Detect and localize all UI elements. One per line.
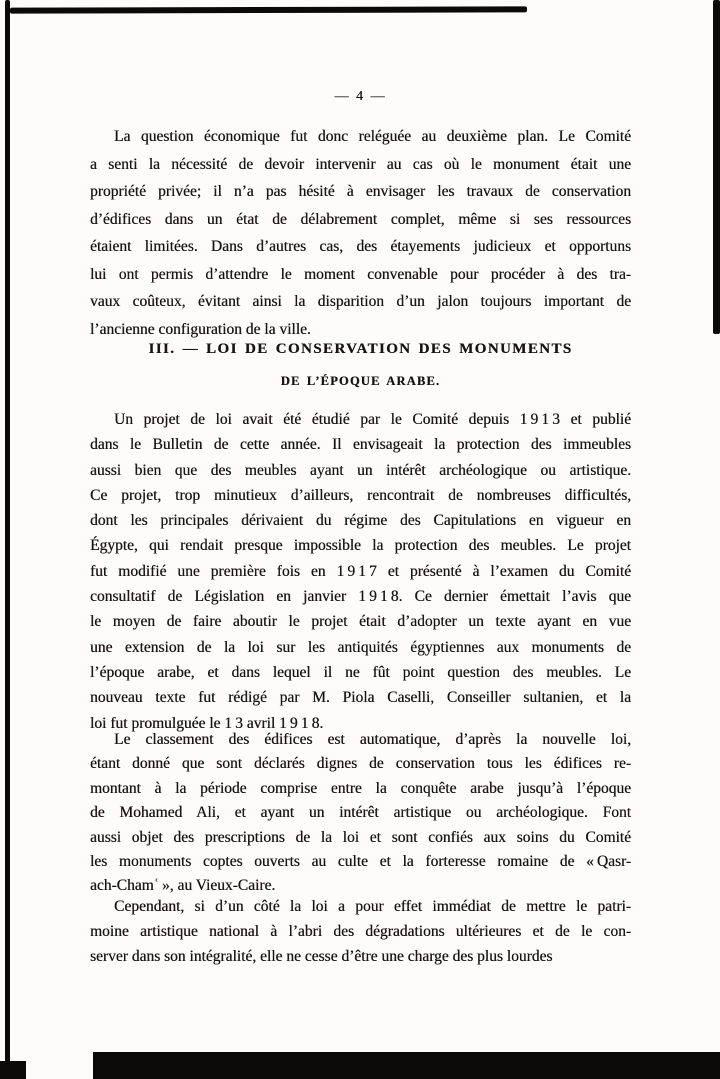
text-line: l’époque arabe, et dans lequel il ne fût point question des meubles. Le (90, 663, 631, 681)
text-line: Cependant, si d’un côté la loi a pour effet immédiat de mettre le patri- (114, 898, 631, 915)
text-line: vaux coûteux, évitant ainsi la disparition d’un jalon toujours important de (90, 293, 631, 310)
text-line: Le classement des édifices est automatique, d’après la nouvelle loi, (114, 731, 631, 748)
scan-artifact-top-edge (10, 6, 527, 13)
text-line: server dans son intégralité, elle ne cesse d’être une charge des plus lourdes (90, 948, 553, 965)
text-line: les monuments coptes ouverts au culte et la forteresse romaine de « Qasr- (90, 852, 631, 870)
text-line: l’ancienne configuration de la ville. (90, 320, 311, 338)
text-line: lui ont permis d’attendre le moment convenable pour procéder à des tra- (90, 265, 631, 283)
text-line: Ce projet, trop minutieux d’ailleurs, rencontrait de nombreuses difficultés, (90, 486, 631, 504)
section-subheading: DE L’ÉPOQUE ARABE. (280, 374, 441, 388)
paragraph-2 (90, 407, 631, 736)
scan-artifact-right-edge (713, 0, 720, 334)
paragraph-4 (90, 894, 631, 969)
text-line: ach-Chamʿ », au Vieux-Caire. (90, 877, 276, 895)
text-line: étaient limitées. Dans d’autres cas, des étayements judicieux et opportuns (90, 238, 631, 255)
paragraph-3 (90, 728, 631, 899)
text-line: nouveau texte fut rédigé par M. Piola Caselli, Conseiller sultanien, et la (90, 689, 631, 707)
text-line: une extension de la loi sur les antiquités égyptiennes aux monuments de (90, 638, 631, 656)
scan-artifact-left-edge (5, 0, 10, 1079)
text-line: a senti la nécessité de devoir intervenir au cas où le monument était une (90, 155, 631, 173)
text-line: dont les principales dérivaient du régime des Capitulations en vigueur en (90, 512, 631, 530)
paragraph-1 (90, 123, 631, 343)
text-line: moine artistique national à l’abri des dégradations ultérieures et de le con- (90, 923, 631, 940)
text-line: aussi bien que des meubles ayant un intérêt archéologique ou artistique. (90, 461, 631, 479)
text-line: le moyen de faire aboutir le projet était d’adopter un texte ayant en vue (90, 613, 631, 631)
text-line: étant donné que sont déclarés dignes de conservation tous les édifices re- (90, 755, 631, 773)
text-line: propriété privée; il n’a pas hésité à envisager les travaux de conservation (90, 183, 631, 200)
text-line: dans le Bulletin de cette année. Il envisageait la protection des immeubles (90, 436, 631, 454)
text-line: loi fut promulguée le 1 3 avril 1 9 1 8. (90, 714, 324, 732)
scan-artifact-bottom-edge (93, 1052, 720, 1079)
text-line: montant à la période comprise entre la conquête arabe jusqu’à l’époque (90, 779, 631, 797)
text-line: La question économique fut donc reléguée au deuxième plan. Le Comité (114, 128, 631, 145)
text-line: d’édifices dans un état de délabrement complet, même si ses ressources (90, 210, 631, 228)
text-line: fut modifié une première fois en 1 9 1 7 et présenté à l’examen du Comité (90, 562, 631, 580)
text-line: consultatif de Législation en janvier 1 9 1 8. Ce dernier émettait l’avis que (90, 588, 631, 606)
text-line: Égypte, qui rendait presque impossible la protection des meubles. Le projet (90, 537, 631, 555)
text-line: aussi objet des prescriptions de la loi et sont confiés aux soins du Comité (90, 828, 631, 846)
text-line: Un projet de loi avait été étudié par le Comité depuis 1 9 1 3 et publié (114, 411, 631, 428)
text-line: de Mohamed Ali, et ayant un intérêt artistique ou archéologique. Font (90, 804, 631, 822)
section-heading: III. — LOI DE CONSERVATION DES MONUMENTS (148, 341, 573, 357)
scan-artifact-bottom-left-corner (0, 1061, 26, 1079)
page-number: — 4 — (334, 89, 387, 104)
